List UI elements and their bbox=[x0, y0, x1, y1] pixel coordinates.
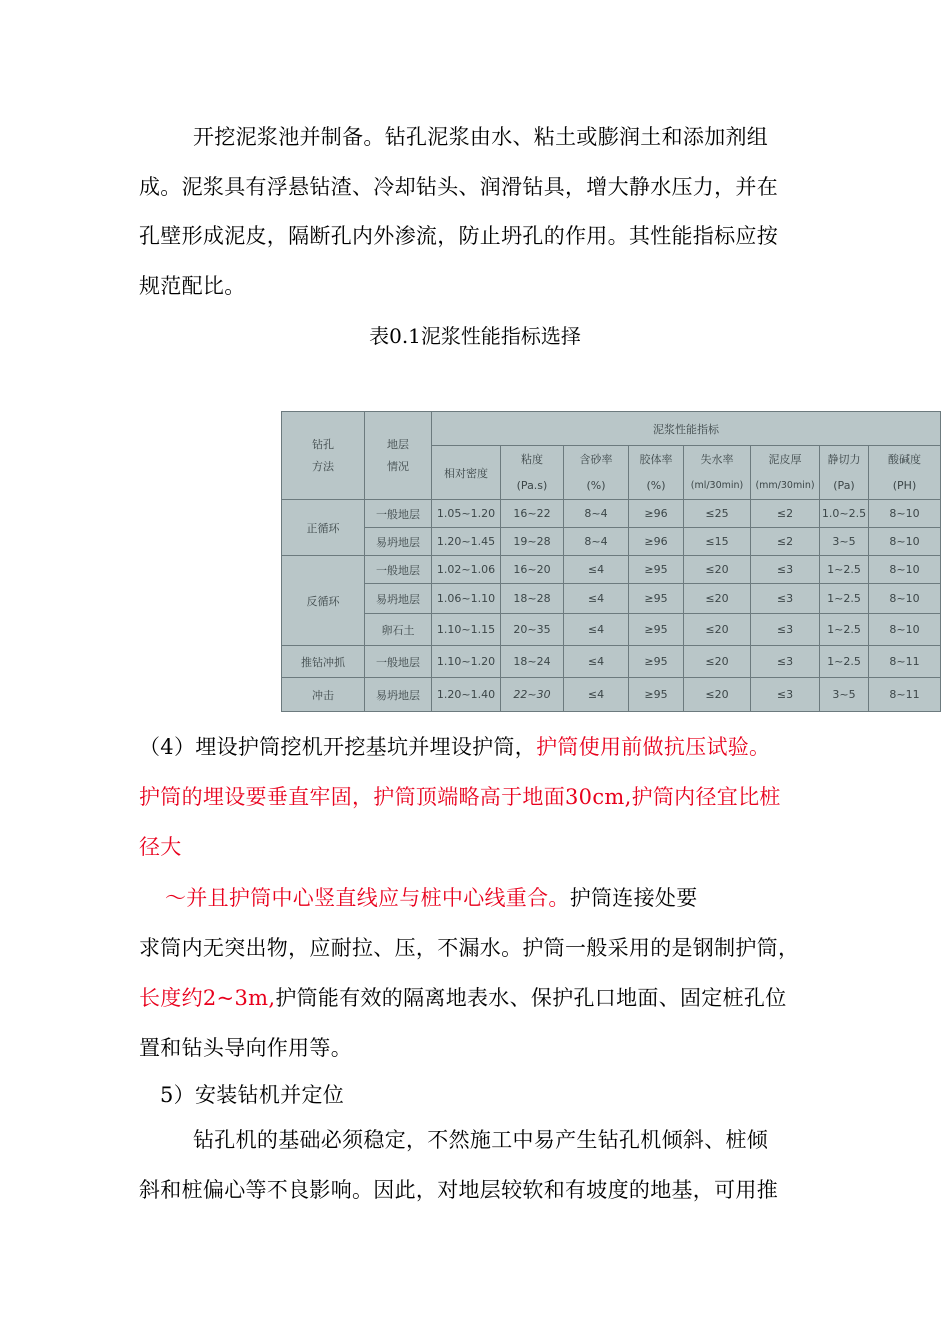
shear-cell: 1.0~2.5 bbox=[820, 500, 869, 528]
para2-line-1-text: （4）埋设护筒挖机开挖基坑并埋设护筒， bbox=[139, 735, 537, 759]
viscosity-cell: 16~22 bbox=[501, 500, 564, 528]
sand-cell: ≤4 bbox=[564, 614, 629, 646]
para2-line-1-highlight: 护筒使用前做抗压试验。 bbox=[536, 735, 771, 759]
layer-cell: 一般地层 bbox=[365, 646, 432, 678]
sand-cell: 8~4 bbox=[564, 528, 629, 556]
header-group: 泥浆性能指标 bbox=[432, 412, 941, 446]
table-row bbox=[282, 646, 941, 678]
sand-cell: ≤4 bbox=[564, 678, 629, 712]
density-cell: 1.20~1.40 bbox=[432, 678, 501, 712]
cake-cell: ≤3 bbox=[751, 646, 820, 678]
para2-line-4-text: 护筒连接处要 bbox=[569, 886, 698, 910]
table-caption: 表0.1泥浆性能指标选择 bbox=[369, 324, 581, 348]
shear-cell: 1~2.5 bbox=[820, 646, 869, 678]
colloid-cell: ≥96 bbox=[629, 528, 684, 556]
shear-cell: 1~2.5 bbox=[820, 614, 869, 646]
colloid-cell: ≥95 bbox=[629, 584, 684, 614]
ph-cell: 8~11 bbox=[869, 646, 941, 678]
cake-cell: ≤3 bbox=[751, 584, 820, 614]
layer-cell: 易坍地层 bbox=[365, 584, 432, 614]
viscosity-cell: 20~35 bbox=[501, 614, 564, 646]
density-cell: 1.06~1.10 bbox=[432, 584, 501, 614]
sand-cell: ≤4 bbox=[564, 584, 629, 614]
viscosity-cell: 22~30 bbox=[501, 678, 564, 712]
cake-cell: ≤3 bbox=[751, 556, 820, 584]
viscosity-cell: 16~20 bbox=[501, 556, 564, 584]
mud-table-image bbox=[281, 411, 941, 712]
table-row bbox=[282, 556, 941, 584]
table-row bbox=[282, 528, 941, 556]
para2-line-4 bbox=[165, 884, 698, 912]
mud-performance-table bbox=[281, 411, 941, 712]
para1-line-4: 规范配比。 bbox=[139, 274, 246, 298]
table-row bbox=[282, 584, 941, 614]
colloid-cell: ≥95 bbox=[629, 614, 684, 646]
water-cell: ≤25 bbox=[684, 500, 751, 528]
water-cell: ≤20 bbox=[684, 646, 751, 678]
water-cell: ≤20 bbox=[684, 614, 751, 646]
viscosity-cell: 18~28 bbox=[501, 584, 564, 614]
layer-cell: 易坍地层 bbox=[365, 678, 432, 712]
water-cell: ≤20 bbox=[684, 584, 751, 614]
header-water-loss: 失水率 (ml/30min) bbox=[684, 446, 751, 500]
density-cell: 1.20~1.45 bbox=[432, 528, 501, 556]
para2-line-6 bbox=[139, 984, 787, 1012]
table-row bbox=[282, 678, 941, 712]
header-shear: 静切力 (Pa) bbox=[820, 446, 869, 500]
header-ph: 酸碱度 (PH) bbox=[869, 446, 941, 500]
table-row bbox=[282, 500, 941, 528]
water-cell: ≤20 bbox=[684, 556, 751, 584]
layer-cell: 易坍地层 bbox=[365, 528, 432, 556]
header-colloid: 胶体率 (%) bbox=[629, 446, 684, 500]
density-cell: 1.05~1.20 bbox=[432, 500, 501, 528]
para2-line-3: 径大 bbox=[139, 835, 182, 859]
method-cell: 反循环 bbox=[282, 556, 365, 646]
density-cell: 1.02~1.06 bbox=[432, 556, 501, 584]
header-density: 相对密度 bbox=[432, 446, 501, 500]
sand-cell: 8~4 bbox=[564, 500, 629, 528]
ph-cell: 8~10 bbox=[869, 556, 941, 584]
para1-line-2: 成。泥浆具有浮悬钻渣、冷却钻头、润滑钻具，增大静水压力，并在 bbox=[139, 175, 778, 199]
para3-line-1: 钻孔机的基础必须稳定，不然施工中易产生钻孔机倾斜、桩倾 bbox=[193, 1128, 769, 1152]
table-row bbox=[282, 614, 941, 646]
cake-cell: ≤3 bbox=[751, 614, 820, 646]
para2-line-6-text: 护筒能有效的隔离地表水、保护孔口地面、固定桩孔位 bbox=[275, 986, 787, 1010]
colloid-cell: ≥96 bbox=[629, 500, 684, 528]
method-cell: 推钻冲抓 bbox=[282, 646, 365, 678]
para2-line-7: 置和钻头导向作用等。 bbox=[139, 1036, 352, 1060]
shear-cell: 3~5 bbox=[820, 678, 869, 712]
colloid-cell: ≥95 bbox=[629, 646, 684, 678]
para2-line-1 bbox=[139, 733, 770, 761]
header-method: 钻孔 方法 bbox=[282, 412, 365, 500]
density-cell: 1.10~1.15 bbox=[432, 614, 501, 646]
ph-cell: 8~11 bbox=[869, 678, 941, 712]
ph-cell: 8~10 bbox=[869, 584, 941, 614]
para2-line-4-highlight: 〜并且护筒中心竖直线应与桩中心线重合。 bbox=[165, 886, 570, 910]
shear-cell: 3~5 bbox=[820, 528, 869, 556]
cake-cell: ≤2 bbox=[751, 500, 820, 528]
header-sand: 含砂率 (%) bbox=[564, 446, 629, 500]
para2-line-5: 求筒内无突出物，应耐拉、压，不漏水。护筒一般采用的是钢制护筒， bbox=[139, 936, 800, 960]
density-cell: 1.10~1.20 bbox=[432, 646, 501, 678]
shear-cell: 1~2.5 bbox=[820, 556, 869, 584]
layer-cell: 卵石土 bbox=[365, 614, 432, 646]
header-layer: 地层 情况 bbox=[365, 412, 432, 500]
method-cell: 冲击 bbox=[282, 678, 365, 712]
colloid-cell: ≥95 bbox=[629, 678, 684, 712]
layer-cell: 一般地层 bbox=[365, 500, 432, 528]
sand-cell: ≤4 bbox=[564, 556, 629, 584]
ph-cell: 8~10 bbox=[869, 500, 941, 528]
cake-cell: ≤3 bbox=[751, 678, 820, 712]
viscosity-cell: 18~24 bbox=[501, 646, 564, 678]
colloid-cell: ≥95 bbox=[629, 556, 684, 584]
method-cell: 正循环 bbox=[282, 500, 365, 556]
ph-cell: 8~10 bbox=[869, 528, 941, 556]
para1-line-1: 开挖泥浆池并制备。钻孔泥浆由水、粘土或膨润土和添加剂组 bbox=[193, 125, 769, 149]
header-mudcake: 泥皮厚 (mm/30min) bbox=[751, 446, 820, 500]
para1-line-3: 孔壁形成泥皮，隔断孔内外渗流，防止坍孔的作用。其性能指标应按 bbox=[139, 224, 778, 248]
section-heading-5: 5）安装钻机并定位 bbox=[160, 1083, 345, 1107]
para2-line-6-highlight: 长度约2~3m, bbox=[139, 986, 276, 1010]
para3-line-2: 斜和桩偏心等不良影响。因此，对地层较软和有坡度的地基，可用推 bbox=[139, 1178, 778, 1202]
shear-cell: 1~2.5 bbox=[820, 584, 869, 614]
viscosity-cell: 19~28 bbox=[501, 528, 564, 556]
header-viscosity: 粘度 (Pa.s) bbox=[501, 446, 564, 500]
water-cell: ≤20 bbox=[684, 678, 751, 712]
para2-line-2: 护筒的埋设要垂直牢固，护筒顶端略高于地面30cm,护筒内径宜比桩 bbox=[139, 785, 781, 809]
water-cell: ≤15 bbox=[684, 528, 751, 556]
layer-cell: 一般地层 bbox=[365, 556, 432, 584]
sand-cell: ≤4 bbox=[564, 646, 629, 678]
ph-cell: 8~10 bbox=[869, 614, 941, 646]
cake-cell: ≤2 bbox=[751, 528, 820, 556]
